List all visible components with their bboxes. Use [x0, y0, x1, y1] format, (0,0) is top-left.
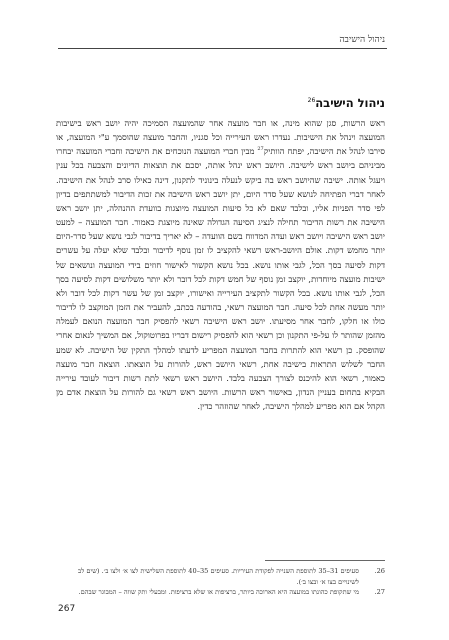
section-title: [308, 96, 385, 110]
footnote-number: 27.: [374, 588, 385, 596]
footnote-text: סעיפים 31–35 לתוספת השנייה לפקודת העיריות. סעיפים 35–40 לתוספת השלישית לצו א׳ ולצו ב׳. (שים לב לשינויים בצו א׳ ובצו ב׳).: [78, 567, 359, 586]
footnote-number: 26.: [374, 567, 385, 575]
footnote-item: [56, 566, 385, 587]
title-footnote-ref[interactable]: 26: [307, 97, 316, 105]
body-text-part-1: ראש הרשות, סגן שהוא מינה, או חבר מועצה אחר שהמועצה הסמיכה יהיה יושב ראש בישיבות המועצה וינהל את הישיבות. נעדרו ראש העירייה וכל סגניו, והחבר מועצה שהוסמך ע"י המועצה, או סירבו לנהל את הישיבה, יפתח הוותיק: [56, 118, 385, 157]
footnote-text: מי שתקופת כהונתו במועצה היא הארוכה ביותר, ברציפות או שלא ברציפות. ומבעלי ותק שווה – המבוגר שבהם.: [78, 588, 359, 596]
footnote-item: [56, 587, 385, 598]
footnote-divider: [265, 560, 385, 561]
running-header: ניהול הישיבה: [339, 35, 385, 45]
body-footnote-ref[interactable]: 27: [257, 146, 264, 153]
body-paragraph: [56, 116, 385, 413]
header-divider: [58, 48, 387, 49]
body-text-part-2: מבין חברי המועצה הנוכחים את הישיבה וחברי המועצה יבחרו מביניהם ביושב ראש לישיבה. היושב ראש ינהל אותה, יסכם את תוצאות הדיונים והצבעה בכל ענין ויעגל אותה. ישיבה שהיושב ראש בה ביקש לנעלה בינוניד לתקנון, דינה כאילו סרב לנהל את הישיבה. לאחר דברי הפתיחה לנושא שעל סדר היום, יתן יושב ראש הישיבה את זכות הדיבור למשתתפים בדיון לפי סדר הפניות אליו, ובלבד שאם לא כל סיעות המועצה מיוצגות בוועדת ההנהלה, יתן יושב ראש הישיבה את רשות הדיבור תחילה לנציג הסיעה הגדולה שאינה מיוצגת כאמור. חבר המועצה – למעט יושב ראש הישיבה ויושב ראש ועדה המדווח בשם הוועדה – לא יאריך בדיבור לגבי נושא שעל סדר-היום יותר מחמש דקות. אולם היושב-ראש רשאי להקציב לו זמן נוסף לדיבור ובלבד שלא יעלה על עשרים דקות לסיעה בסך הכל, לגבי אותו נושא. בכל נושא הקשור לאישור חוזים בידי המועצה ונושאים של ישיבות מועצה מיוחדות, יוקצב זמן נוסף של חמש דקות לכל דובר ולא יותר משלושים דקות לסיעה בסך הכל, לגבי אותו נושא. בכל הקשור לתקציב העירייה ואישורו, יוקצב זמן של עשר דקות לכל דובר ולא יותר מעשה אחת לכל סיעה. חבר המועצה רשאי, בהודעה בכתב, להעביר את הזמן המוקצב לו לדיבור כולו או חלקו, לחבר אחר מסיעתו. יושב ראש הישיבה רשאי להפסיק חבר המועצה הנואם לעמלה מהזמן שהותר לו על-פי התקנון וכן רשאי הוא להפסיק רישום דבריו בפרוטוקול, אם המשיך לנאום אחרי שהופסק. כן רשאי הוא להתרות בחבר המועצה המפריע לדעתו למהלך התקין של הישיבה. לא שמע החבר לשלוש התראות בישיבה אחת, רשאי היושב ראש, להורות על הוצאתו. הוצאה חבר מועצה כאמור, רשאי הוא להיכנס לצורך הצבעה בלבד. היושב ראש רשאי לתת רשות דיבור לעובד עירייה הבקיא בתחום בעניין הנדון, באישור ראש הרשות. היושב ראש רשאי גם להורות על הוצאת אדם מן הקהל אם הוא מפריע למהלך הישיבה, לאחר שהוזהר כדין.: [56, 146, 385, 412]
page-number: 267: [58, 604, 76, 614]
section-title-text: ניהול הישיבה: [315, 96, 385, 110]
footnotes: [56, 566, 385, 598]
